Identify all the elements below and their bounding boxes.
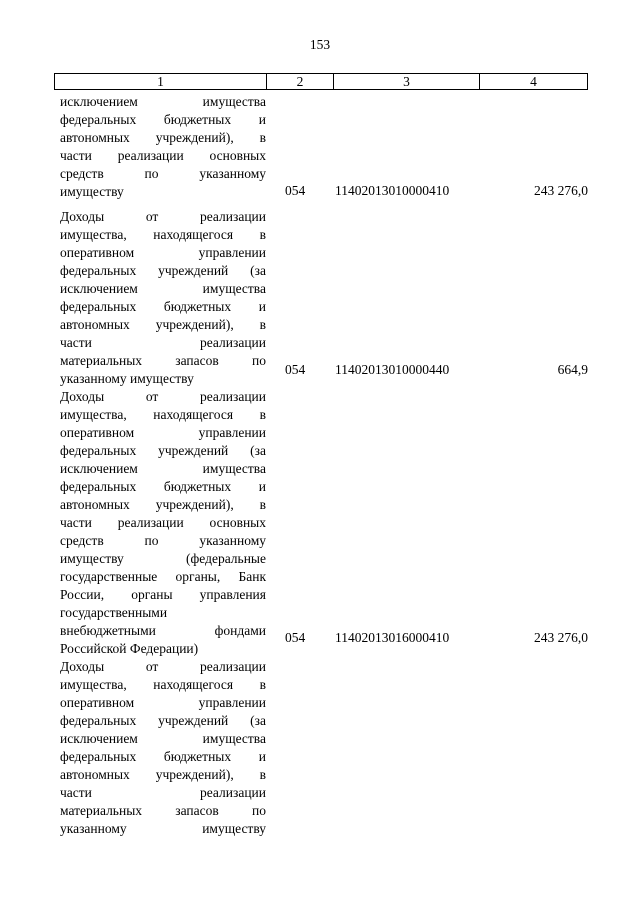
- description-line: средств по указанному: [60, 533, 266, 548]
- description-line: указанному имуществу: [60, 371, 194, 386]
- admin-code: 054: [285, 183, 306, 198]
- table-row: [54, 208, 588, 388]
- table-header: [54, 73, 588, 90]
- amount: 243 276,0: [534, 630, 588, 645]
- description-line: части реализации основных: [60, 515, 266, 530]
- description-line: средств по указанному: [60, 166, 266, 181]
- amount: 243 276,0: [534, 183, 588, 198]
- description-line: автономных учреждений), в: [60, 317, 266, 332]
- admin-code: 054: [285, 362, 306, 377]
- description-line: автономных учреждений), в: [60, 130, 266, 145]
- description-line: федеральных бюджетных и: [60, 299, 266, 314]
- description-line: имуществу (федеральные: [60, 551, 266, 566]
- column-header-1: 1: [55, 74, 267, 89]
- description-line: федеральных учреждений (за: [60, 443, 266, 458]
- description-line: указанному имуществу: [60, 821, 266, 836]
- description-line: Доходы от реализации: [60, 209, 266, 224]
- kbk-code: 11402013016000410: [335, 630, 450, 645]
- description-line: части реализации: [60, 785, 266, 800]
- description-line: федеральных бюджетных и: [60, 112, 266, 127]
- description-line: исключением имущества: [60, 731, 266, 746]
- table-row: [54, 388, 588, 658]
- description-line: федеральных бюджетных и: [60, 479, 266, 494]
- description-line: имуществу: [60, 184, 124, 199]
- description-line: материальных запасов по: [60, 803, 266, 818]
- description-line: Доходы от реализации: [60, 389, 266, 404]
- description-line: Российской Федерации): [60, 641, 199, 656]
- description-line: федеральных бюджетных и: [60, 749, 266, 764]
- row-description: [60, 93, 266, 201]
- column-header-4: 4: [530, 74, 537, 89]
- description-line: России, органы управления: [60, 587, 266, 602]
- page-number: 153: [309, 37, 331, 52]
- description-line: федеральных учреждений (за: [60, 713, 266, 728]
- description-line: материальных запасов по: [60, 353, 266, 368]
- description-line: части реализации: [60, 335, 266, 350]
- amount: 664,9: [557, 362, 588, 377]
- row-description: [60, 658, 266, 838]
- row-description: [60, 388, 266, 658]
- description-line: государственными: [60, 605, 168, 620]
- description-line: имущества, находящегося в: [60, 407, 266, 422]
- description-line: оперативном управлении: [60, 425, 266, 440]
- description-line: внебюджетными фондами: [60, 623, 266, 638]
- description-line: оперативном управлении: [60, 695, 266, 710]
- description-line: исключением имущества: [60, 461, 266, 476]
- description-line: Доходы от реализации: [60, 659, 266, 674]
- description-line: имущества, находящегося в: [60, 227, 266, 242]
- description-line: федеральных учреждений (за: [60, 263, 266, 278]
- description-line: имущества, находящегося в: [60, 677, 266, 692]
- kbk-code: 11402013010000440: [335, 362, 450, 377]
- kbk-code: 11402013010000410: [335, 183, 450, 198]
- admin-code: 054: [285, 630, 306, 645]
- description-line: исключением имущества: [60, 281, 266, 296]
- row-description: [60, 208, 266, 388]
- table-row: [54, 93, 588, 203]
- description-line: государственные органы, Банк: [60, 569, 266, 584]
- description-line: автономных учреждений), в: [60, 497, 266, 512]
- description-line: автономных учреждений), в: [60, 767, 266, 782]
- column-header-2: 2: [267, 74, 334, 89]
- description-line: части реализации основных: [60, 148, 266, 163]
- description-line: исключением имущества: [60, 94, 266, 109]
- table-row: [54, 658, 588, 843]
- description-line: оперативном управлении: [60, 245, 266, 260]
- column-header-3: 3: [334, 74, 480, 89]
